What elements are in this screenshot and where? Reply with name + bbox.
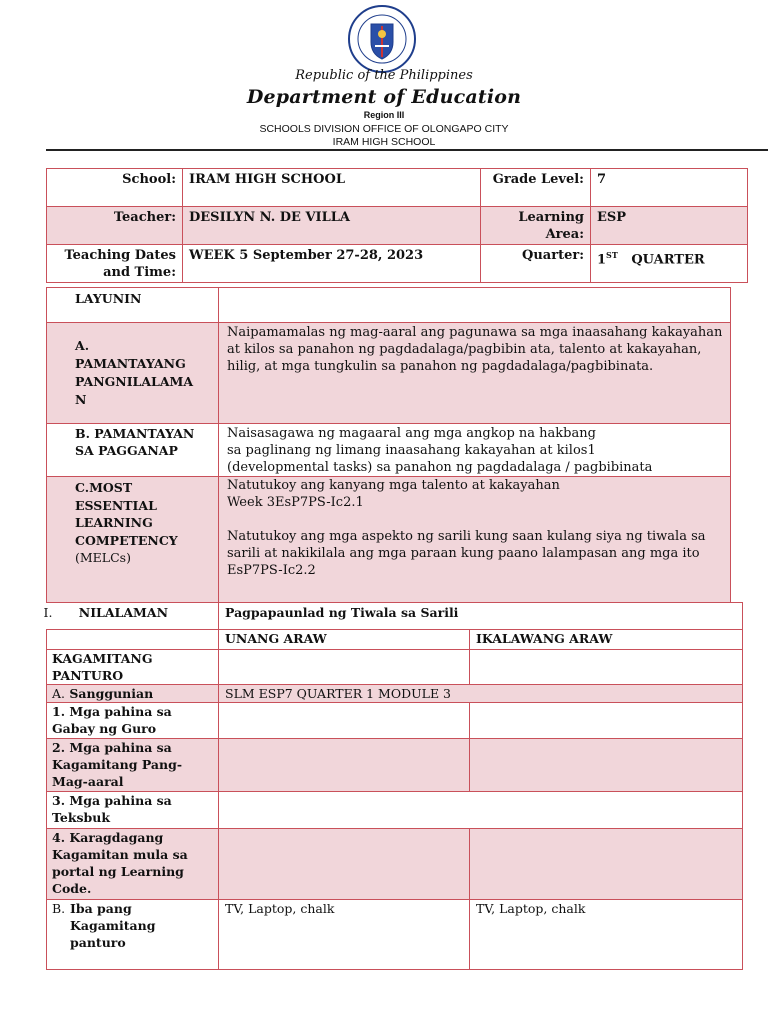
pagganap-line-2: sa paglinang ng limang inaasahang kakayahan at kilos1 bbox=[227, 443, 596, 458]
kagamitang-mag-aaral-label: 2. Mga pahina sa Kagamitang Pang-Mag-aaral bbox=[47, 739, 219, 792]
republic-line: Republic of the Philippines bbox=[295, 68, 473, 83]
header-rule bbox=[46, 149, 768, 151]
layunin-title: LAYUNIN bbox=[47, 288, 219, 323]
school-value: IRAM HIGH SCHOOL bbox=[183, 169, 481, 207]
grade-value: 7 bbox=[591, 169, 748, 207]
melc-line-2: Week 3EsP7PS-Ic2.1 bbox=[227, 495, 364, 510]
melc-label bbox=[47, 477, 219, 603]
pagganap-line-1: Naisasagawa ng magaaral ang mga angkop na hakbang bbox=[227, 426, 596, 441]
teacher-value: DESILYN N. DE VILLA bbox=[183, 207, 481, 245]
iba-pang-day2: TV, Laptop, chalk bbox=[470, 900, 743, 970]
gabay-guro-label: 1. Mga pahina sa Gabay ng Guro bbox=[47, 703, 219, 739]
kagamitan-day2 bbox=[470, 650, 743, 685]
dates-value: WEEK 5 September 27-28, 2023 bbox=[183, 245, 481, 283]
day-header-blank bbox=[47, 630, 219, 650]
iba-pang-kagamitan-label bbox=[47, 900, 219, 970]
nilalaman-topic: Pagpapaunlad ng Tiwala sa Sarili bbox=[219, 603, 743, 630]
melc-line-3: Natutukoy ang mga aspekto ng sarili kung saan kulang siya ng tiwala sa sarili at nakikilala ang mga paraan kung paano lalampasan ang mga ito bbox=[227, 529, 706, 561]
nilalaman-title bbox=[43, 603, 219, 630]
sanggunian-prefix: A. bbox=[52, 686, 66, 701]
quarter-label: Quarter: bbox=[481, 245, 591, 283]
pagganap-line-3: (developmental tasks) sa panahon ng pagdadalaga / pagbibinata bbox=[227, 460, 653, 475]
department-title: Department of Education bbox=[246, 86, 522, 108]
nilalaman-label: NILALAMAN bbox=[78, 605, 168, 620]
nilalaman-table bbox=[43, 602, 743, 970]
sanggunian-text: Sanggunian bbox=[69, 686, 154, 701]
pamantayang-pangnilalaman-label: A. PAMANTAYANG PANGNILALAMA N bbox=[47, 323, 219, 424]
deped-seal bbox=[338, 4, 426, 74]
karagdagang-kagamitan-day2 bbox=[470, 829, 743, 900]
day1-header: UNANG ARAW bbox=[219, 630, 470, 650]
quarter-number: 1 bbox=[597, 252, 607, 268]
melc-label-sub: (MELCs) bbox=[75, 550, 131, 565]
pamantayan-sa-pagganap-text bbox=[219, 424, 731, 477]
karagdagang-kagamitan-label: 4. Karagdagang Kagamitan mula sa portal ng Learning Code. bbox=[47, 829, 219, 900]
layunin-table bbox=[46, 287, 731, 603]
gabay-guro-day2 bbox=[470, 703, 743, 739]
quarter-suffix: ST bbox=[606, 250, 618, 260]
iba-pang-day1: TV, Laptop, chalk bbox=[219, 900, 470, 970]
karagdagang-kagamitan-day1 bbox=[219, 829, 470, 900]
melc-label-main: C.MOST ESSENTIAL LEARNING COMPETENCY bbox=[75, 480, 178, 548]
melc-line-1: Natutukoy ang kanyang mga talento at kakayahan bbox=[227, 478, 560, 493]
region-line: Region III bbox=[363, 110, 405, 120]
melc-text bbox=[219, 477, 731, 603]
area-label: Learning Area: bbox=[481, 207, 591, 245]
day2-header: IKALAWANG ARAW bbox=[470, 630, 743, 650]
gabay-guro-day1 bbox=[219, 703, 470, 739]
teacher-label: Teacher: bbox=[47, 207, 183, 245]
division-line: SCHOOLS DIVISION OFFICE OF OLONGAPO CITY bbox=[259, 123, 509, 135]
pamantayang-pangnilalaman-text: Naipamamalas ng mag-aaral ang pagunawa sa mga inaasahang kakayahan at kilos sa panahon ng pagdadalaga/pagbibin ata, talento at kakayahan, hilig, at mga tungkulin sa panahon ng pagdadalaga/pagbibinata. bbox=[219, 323, 731, 424]
kagamitan-day1 bbox=[219, 650, 470, 685]
dates-label: Teaching Dates and Time: bbox=[47, 245, 183, 283]
teksbuk-label: 3. Mga pahina sa Teksbuk bbox=[47, 792, 219, 829]
layunin-blank bbox=[219, 288, 731, 323]
quarter-word: QUARTER bbox=[631, 252, 705, 268]
kagamitan-label: KAGAMITANG PANTURO bbox=[47, 650, 219, 685]
quarter-value bbox=[591, 245, 748, 283]
melc-line-4: EsP7PS-Ic2.2 bbox=[227, 563, 316, 578]
nilalaman-prefix: I. bbox=[43, 605, 53, 620]
sanggunian-label bbox=[47, 685, 219, 703]
teksbuk-value bbox=[219, 792, 743, 829]
kagamitang-mag-aaral-day2 bbox=[470, 739, 743, 792]
pamantayan-sa-pagganap-label: B. PAMANTAYAN SA PAGGANAP bbox=[47, 424, 219, 477]
sanggunian-value: SLM ESP7 QUARTER 1 MODULE 3 bbox=[219, 685, 743, 703]
school-line: IRAM HIGH SCHOOL bbox=[332, 136, 436, 148]
info-table bbox=[46, 168, 748, 283]
area-value: ESP bbox=[591, 207, 748, 245]
grade-label: Grade Level: bbox=[481, 169, 591, 207]
iba-pang-prefix: B. bbox=[52, 901, 66, 916]
school-label: School: bbox=[47, 169, 183, 207]
iba-pang-text: Iba pang Kagamitang panturo bbox=[70, 901, 156, 950]
kagamitang-mag-aaral-day1 bbox=[219, 739, 470, 792]
